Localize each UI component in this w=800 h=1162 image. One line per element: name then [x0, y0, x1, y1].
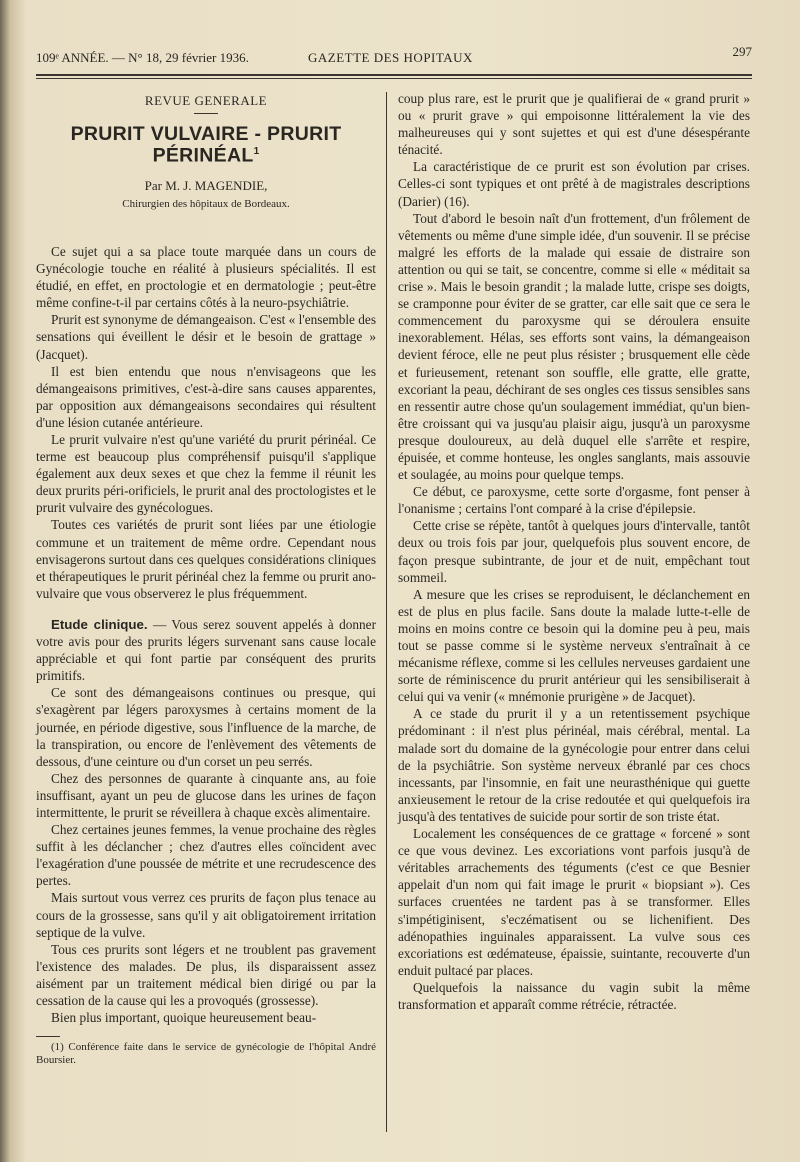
paragraph: Chez certaines jeunes femmes, la venue prochaine des règles suffit à les déclancher ; chez d'autres elles coïncident avec l'exagération d'une poussée de métrite et une recrudescence des pertes.: [36, 822, 376, 889]
left-column: [36, 90, 376, 1067]
paragraph: Toutes ces variétés de prurit sont liées par une étiologie commune et un traitement de même ordre. Cependant nous envisagerons surtout dans ces quelques considérations cliniques et thérapeutiques le prurit périnéal chez la femme ou prurit ano-vulvaire que vous observerez le plus fréquemment.: [36, 517, 376, 601]
paragraph: Bien plus important, quoique heureusement beau-: [51, 1010, 317, 1026]
right-column: [398, 90, 750, 1013]
subheading-clinical-study: Etude clinique.: [51, 616, 148, 632]
paragraph: Ce début, ce paroxysme, cette sorte d'orgasme, font penser à l'onanisme ; certains l'ont comparé à la crise d'épilepsie.: [398, 484, 750, 517]
author-affiliation: Chirurgien des hôpitaux de Bordeaux.: [122, 197, 290, 210]
paragraph: Ce sujet qui a sa place toute marquée dans un cours de Gynécologie touche en réalité à plusieurs spécialités. Il est étudié, en effet, en proctologie et en dermatologie ; peut-être même confine-t-il par certains côtés à la neuro-psychiâtrie.: [36, 243, 376, 311]
paragraph: Il est bien entendu que nous n'envisageons que les démangeaisons primitives, c'est-à-dire sans causes apparentes, par opposition aux démangeaisons secondaires qui résultent d'une lésion cutanée antérieure.: [36, 363, 376, 430]
paragraph: Chez des personnes de quarante à cinquante ans, au foie insuffisant, ayant un peu de glucose dans les urines de façon intermittente, le prurit se réveillera à chaque excès alimentaire.: [36, 770, 376, 820]
footnote-rule: [36, 1036, 60, 1037]
issue-line: 109ᵉ ANNÉE. — N° 18, 29 février 1936.: [36, 50, 249, 65]
paragraph: A mesure que les crises se reproduisent, le déclanchement en est de plus en plus facile. Sans doute la malade lutte-t-elle de moins en moins contre ce besoin qui la domine peu à peu, mais tout se passe comme si le système nerveux s'entraînait à ce mécanisme réflexe, comme si les cellules nerveuses gardaient une sorte de réminiscence du prurit antérieur qui les sensibiliserait à celui qui va venir (« mnémonie prurigène » de Jacquet).: [398, 586, 750, 705]
paragraph: Quelquefois la naissance du vagin subit la même transformation et apparaît comme rétrécie, rétractée.: [398, 979, 750, 1012]
paragraph: A ce stade du prurit il y a un retentissement psychique prédominant : il n'est plus périnéal, mais cérébral, mental. La malade sort du domaine de la gynécologie pour entrer dans celui de la psychiâtrie. Son système nerveux ébranlé par ces chocs incessants, par l'insomnie, en fait une neurasthénique qui guette anxieusement le retour de la crise redoutée et qui quelquefois ira jusqu'à des tentatives de suicide pour sortir de son triste état.: [398, 706, 750, 824]
article-title-text: PRURIT VULVAIRE - PRURIT PÉRINÉAL: [70, 123, 342, 167]
author-line: Par M. J. MAGENDIE,: [144, 177, 268, 193]
page-number: 297: [732, 44, 752, 59]
footnote: (1) Conférence faite dans le service de gynécologie de l'hôpital André Boursier.: [36, 1041, 376, 1067]
title-footnote-mark: 1: [253, 146, 260, 158]
section-rule: [194, 113, 218, 114]
header-rule-thin: [36, 78, 752, 79]
paragraph-text: — Vous serez souvent appelés à donner votre avis pour des prurits légers survenant sans cause locale appréciable et qui font partie par conséquent des prurits primitifs.: [36, 616, 376, 684]
paragraph: La caractéristique de ce prurit est son évolution par crises. Celles-ci sont typiques et ont prêté à de magistrales descriptions (Darier) (16).: [398, 159, 750, 209]
paragraph: Mais surtout vous verrez ces prurits de façon plus tenace au cours de la grossesse, sans qu'il y ait obligatoirement irritation septique de la vulve.: [36, 890, 376, 940]
paragraph-continued: coup plus rare, est le prurit que je qualifierai de « grand prurit » ou « prurit grave » qui empoisonne littéralement la vie des malheureuses qui y sont sujettes et qui est d'une désespérante ténacité.: [398, 91, 750, 158]
paragraph: Tous ces prurits sont légers et ne troublent pas gravement l'existence des malades. De plus, ils disparaissent assez aisément par un traitement médical bien dirigé ou par la cessation de la cause qui les a provoqués (grossesse).: [36, 941, 376, 1008]
paragraph: Ce sont des démangeaisons continues ou presque, qui s'exagèrent par légers paroxysmes à certains moment de la journée, en période digestive, sous l'influence de la marche, de la transpiration, ou encore de l'enlèvement des vêtements de dessous, d'une ceinture ou d'un corset un peu serrés.: [36, 685, 376, 769]
paragraph: Cette crise se répète, tantôt à quelques jours d'intervalle, tantôt deux ou trois fois par jour, quelquefois plus souvent encore, de façon presque subintrante, de jour et de nuit, empêchant tout sommeil.: [398, 518, 750, 585]
journal-name: GAZETTE DES HOPITAUX: [308, 50, 473, 65]
paragraph: Prurit est synonyme de démangeaison. C'est « l'ensemble des sensations qui éveillent le désir et le besoin de grattage » (Jacquet).: [36, 312, 376, 362]
header-rule-thick: [36, 74, 752, 76]
paragraph: Le prurit vulvaire n'est qu'une variété du prurit périnéal. Ce terme est beaucoup plus compréhensif puisqu'il s'applique également aux deux sexes et que chez la femme il réunit les deux prurits péri-orificiels, le prurit anal des proctologistes et le prurit vulvaire des gynécologues.: [36, 432, 376, 516]
section-heading: REVUE GENERALE: [144, 93, 268, 108]
paragraph-clinical-study: [36, 616, 376, 684]
paragraph: Tout d'abord le besoin naît d'un frottement, d'un frôlement de vêtements ou même d'une simple idée, d'un souvenir. Il se précise malgré les efforts de la malade qui essaie de distraire son attention ou qui se tait, se concentre, comme si elle « méditait sa crise ». Mais le besoin grandit ; la malade lutte, crispe ses doigts, se cramponne pour éviter de se gratter, car elle sait que ce sera le commencement du paroxysme qui se déroulera ensuite inexorablement. Hélas, ses efforts sont vains, la démangeaison devient féroce, elle ne peut plus résister ; brusquement elle cède et furieusement, retenant son souffle, elle gratte, elle gratte, excoriant la peau, déchirant de ses ongles ces tissus sensibles sans en ressentir autre chose qu'un soulagement immédiat, qu'un bien-être croissant qui va jusqu'au plaisir aigu, jusqu'à un paroxysme presque douloureux, au delà duquel elle s'arrête et respire, épuisée, et comme honteuse, les ongles sanglants, mais assouvie et soulagée, au moins pour quelque temps.: [398, 210, 750, 483]
paragraph: Localement les conséquences de ce grattage « forcené » sont ce que vous devinez. Les excoriations vont parfois jusqu'à de véritables arrachements des téguments (c'est ce que Besnier appelait d'un nom qui fait image le prurit « biopsiant »). Ces surfaces cruentées ne tardent pas à se transformer. Elles s'impétiginisent, s'eczématisent ou se lichenifient. Des adénopathies inguinales apparaissent. La vulve sous ces excoriations est œdémateuse, épaissie, suintante, recouverte d'un enduit pultacé par places.: [398, 826, 750, 978]
column-divider: [386, 92, 387, 1132]
article-title: [36, 123, 376, 167]
spacer: [36, 602, 376, 616]
